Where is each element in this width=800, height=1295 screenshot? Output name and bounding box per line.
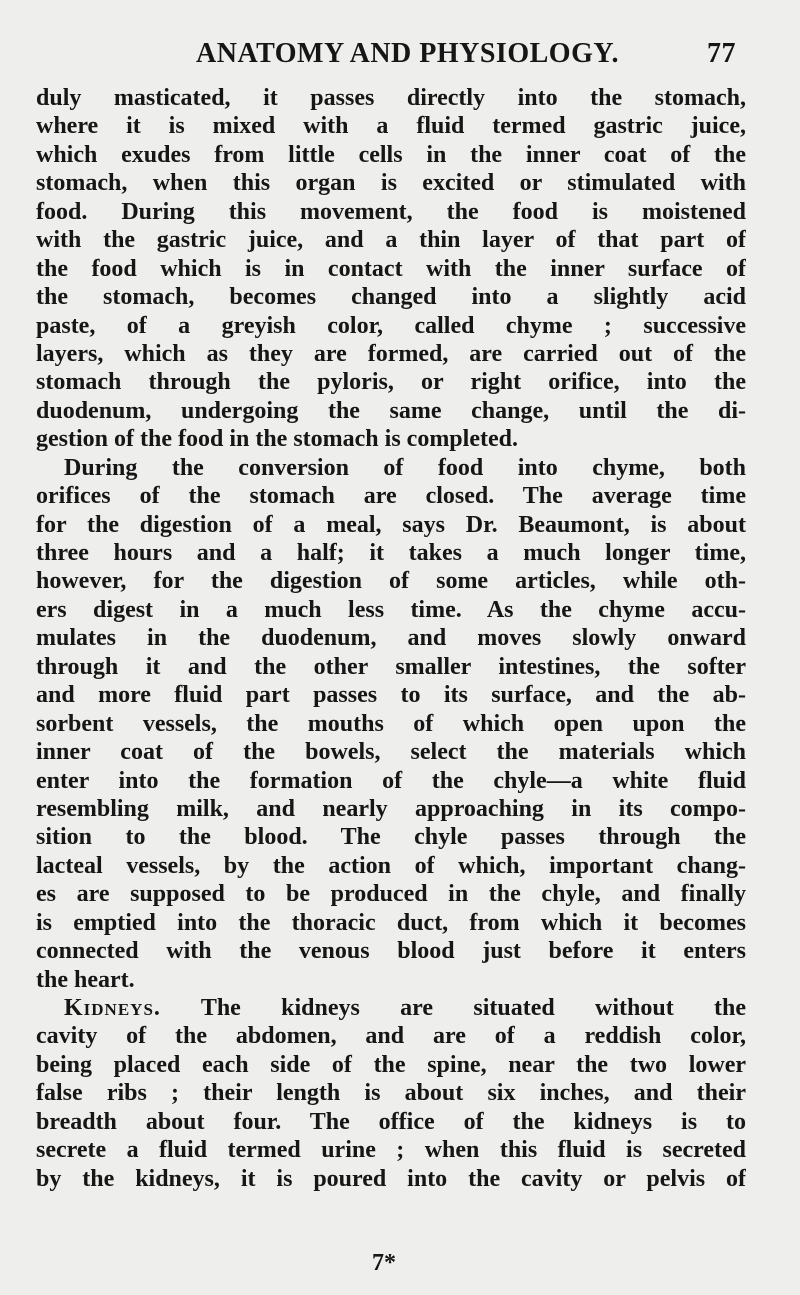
text-line: gestion of the food in the stomach is completed.	[36, 426, 518, 453]
text-line: the food which is in contact with the inner surface of	[36, 255, 746, 282]
text-line: duodenum, undergoing the same change, until the di-	[36, 397, 746, 424]
text-line: false ribs ; their length is about six inches, and their	[36, 1080, 746, 1107]
text-line: the stomach, becomes changed into a slightly acid	[36, 284, 746, 311]
text-line: stomach, when this organ is excited or stimulated with	[36, 170, 746, 197]
text-line: orifices of the stomach are closed. The average time	[36, 483, 746, 510]
text-line: cavity of the abdomen, and are of a reddish color,	[36, 1023, 746, 1050]
text-line: for the digestion of a meal, says Dr. Beaumont, is about	[36, 511, 746, 538]
running-header	[196, 38, 736, 78]
text-line: where it is mixed with a fluid termed gastric juice,	[36, 113, 746, 140]
text-line: resembling milk, and nearly approaching in its compo-	[36, 795, 746, 822]
text-line: stomach through the pyloris, or right orifice, into the	[36, 369, 746, 396]
text-line: and more fluid part passes to its surface, and the ab-	[36, 682, 746, 709]
body-text	[36, 84, 746, 1193]
text-line: is emptied into the thoracic duct, from which it becomes	[36, 909, 746, 936]
kidneys-paragraph-first-line	[36, 994, 746, 1022]
text-line: which exudes from little cells in the inner coat of the	[36, 141, 746, 168]
signature-mark: 7*	[372, 1250, 396, 1276]
text-line: sition to the blood. The chyle passes through the	[36, 824, 746, 851]
text-line: inner coat of the bowels, select the materials which	[36, 739, 746, 766]
text-line: food. During this movement, the food is moistened	[36, 198, 746, 225]
text-line: ers digest in a much less time. As the chyme accu-	[36, 596, 746, 623]
text-line: through it and the other smaller intestines, the softer	[36, 653, 746, 680]
text-line: enter into the formation of the chyle—a white fluid	[36, 767, 746, 794]
text-line: connected with the venous blood just before it enters	[36, 938, 746, 965]
text-line: by the kidneys, it is poured into the cavity or pelvis of	[36, 1165, 746, 1192]
kidneys-first-line-text: The kidneys are situated without the	[200, 995, 746, 1021]
text-line: layers, which as they are formed, are carried out of the	[36, 340, 746, 367]
kidneys-heading: Kidneys.	[64, 995, 161, 1021]
text-line: secrete a fluid termed urine ; when this fluid is secreted	[36, 1137, 746, 1164]
text-line: es are supposed to be produced in the chyle, and finally	[36, 881, 746, 908]
text-line: paste, of a greyish color, called chyme ; successive	[36, 312, 746, 339]
text-line: being placed each side of the spine, near the two lower	[36, 1051, 746, 1078]
text-line: sorbent vessels, the mouths of which open upon the	[36, 710, 746, 737]
text-line: breadth about four. The office of the kidneys is to	[36, 1108, 746, 1135]
page-number: 77	[707, 38, 736, 69]
text-line: duly masticated, it passes directly into the stomach,	[36, 85, 746, 111]
text-line: mulates in the duodenum, and moves slowly onward	[36, 625, 746, 652]
text-line: During the conversion of food into chyme, both	[64, 454, 746, 481]
text-line: lacteal vessels, by the action of which, important chang-	[36, 852, 746, 879]
running-title: ANATOMY AND PHYSIOLOGY.	[196, 38, 619, 69]
text-line: the heart.	[36, 966, 135, 993]
text-line: with the gastric juice, and a thin layer of that part of	[36, 227, 746, 254]
text-line: however, for the digestion of some articles, while oth-	[36, 568, 746, 595]
text-line: three hours and a half; it takes a much longer time,	[36, 540, 746, 566]
